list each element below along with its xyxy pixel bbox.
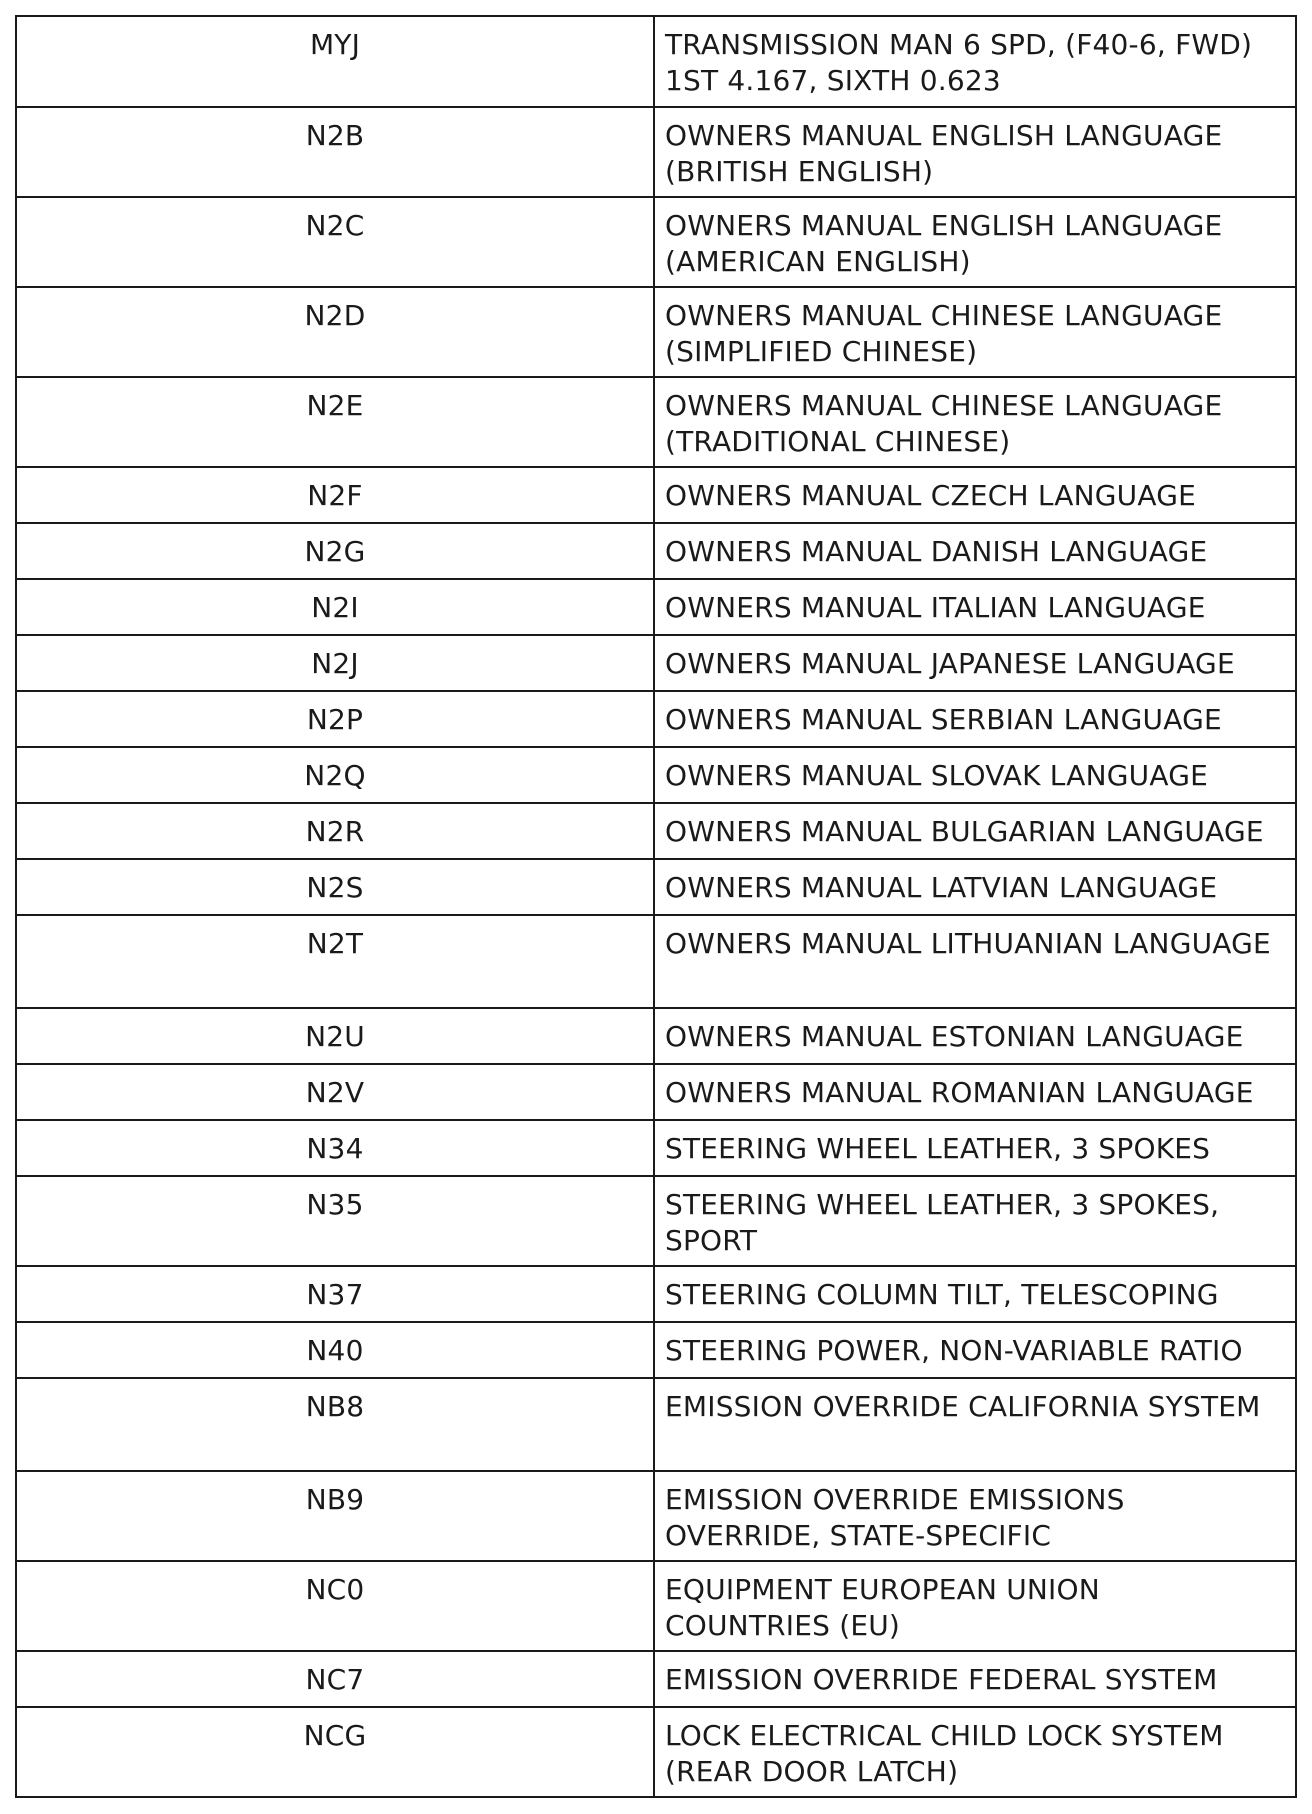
option-code-cell: N2I — [16, 579, 654, 635]
option-code-cell: N2U — [16, 1008, 654, 1064]
option-description-cell: OWNERS MANUAL CHINESE LANGUAGE (TRADITIONAL CHINESE) — [654, 377, 1296, 467]
option-description-cell: OWNERS MANUAL ESTONIAN LANGUAGE — [654, 1008, 1296, 1064]
option-description-cell: LOCK ELECTRICAL CHILD LOCK SYSTEM (REAR DOOR LATCH) — [654, 1707, 1296, 1797]
option-description-cell: EQUIPMENT EUROPEAN UNION COUNTRIES (EU) — [654, 1561, 1296, 1651]
table-row — [16, 859, 1296, 915]
table-row — [16, 197, 1296, 287]
option-code-table — [15, 15, 1297, 1798]
option-code-cell: N2T — [16, 915, 654, 1008]
option-description-cell: TRANSMISSION MAN 6 SPD, (F40-6, FWD) 1ST 4.167, SIXTH 0.623 — [654, 16, 1296, 107]
table-row — [16, 1471, 1296, 1561]
option-code-cell: N40 — [16, 1322, 654, 1378]
option-description-cell: OWNERS MANUAL SLOVAK LANGUAGE — [654, 747, 1296, 803]
option-description-cell: STEERING WHEEL LEATHER, 3 SPOKES, SPORT — [654, 1176, 1296, 1266]
option-description-cell: OWNERS MANUAL BULGARIAN LANGUAGE — [654, 803, 1296, 859]
option-description-cell: EMISSION OVERRIDE FEDERAL SYSTEM — [654, 1651, 1296, 1707]
table-row — [16, 16, 1296, 107]
option-description-cell: OWNERS MANUAL LITHUANIAN LANGUAGE — [654, 915, 1296, 1008]
table-row — [16, 1378, 1296, 1471]
option-description-cell: OWNERS MANUAL ITALIAN LANGUAGE — [654, 579, 1296, 635]
table-row — [16, 915, 1296, 1008]
option-code-cell: N2J — [16, 635, 654, 691]
option-description-cell: EMISSION OVERRIDE EMISSIONS OVERRIDE, STATE-SPECIFIC — [654, 1471, 1296, 1561]
option-code-cell: NC7 — [16, 1651, 654, 1707]
table-row — [16, 1322, 1296, 1378]
table-row — [16, 1651, 1296, 1707]
option-code-cell: N2P — [16, 691, 654, 747]
option-code-cell: NB8 — [16, 1378, 654, 1471]
option-code-cell: NCG — [16, 1707, 654, 1797]
table-row — [16, 635, 1296, 691]
option-description-cell: OWNERS MANUAL ENGLISH LANGUAGE (BRITISH ENGLISH) — [654, 107, 1296, 197]
option-code-cell: N2V — [16, 1064, 654, 1120]
table-row — [16, 1008, 1296, 1064]
table-row — [16, 107, 1296, 197]
table-row — [16, 691, 1296, 747]
option-description-cell: OWNERS MANUAL SERBIAN LANGUAGE — [654, 691, 1296, 747]
option-description-cell: OWNERS MANUAL CZECH LANGUAGE — [654, 467, 1296, 523]
option-code-cell: N2B — [16, 107, 654, 197]
option-code-cell: N35 — [16, 1176, 654, 1266]
table-row — [16, 747, 1296, 803]
table-row — [16, 1064, 1296, 1120]
table-body — [16, 16, 1296, 1797]
table-row — [16, 1707, 1296, 1797]
option-code-cell: N2S — [16, 859, 654, 915]
option-code-cell: N2Q — [16, 747, 654, 803]
option-code-cell: N2E — [16, 377, 654, 467]
option-description-cell: OWNERS MANUAL DANISH LANGUAGE — [654, 523, 1296, 579]
table-row — [16, 1176, 1296, 1266]
table-row — [16, 287, 1296, 377]
table-row — [16, 523, 1296, 579]
option-description-cell: OWNERS MANUAL LATVIAN LANGUAGE — [654, 859, 1296, 915]
option-code-cell: MYJ — [16, 16, 654, 107]
option-code-cell: NB9 — [16, 1471, 654, 1561]
option-description-cell: STEERING WHEEL LEATHER, 3 SPOKES — [654, 1120, 1296, 1176]
table-row — [16, 1120, 1296, 1176]
option-code-cell: N37 — [16, 1266, 654, 1322]
option-description-cell: OWNERS MANUAL JAPANESE LANGUAGE — [654, 635, 1296, 691]
table-row — [16, 1266, 1296, 1322]
option-code-cell: N2D — [16, 287, 654, 377]
option-description-cell: OWNERS MANUAL CHINESE LANGUAGE (SIMPLIFIED CHINESE) — [654, 287, 1296, 377]
option-description-cell: EMISSION OVERRIDE CALIFORNIA SYSTEM — [654, 1378, 1296, 1471]
table-row — [16, 803, 1296, 859]
option-description-cell: STEERING POWER, NON-VARIABLE RATIO — [654, 1322, 1296, 1378]
option-description-cell: STEERING COLUMN TILT, TELESCOPING — [654, 1266, 1296, 1322]
option-code-cell: N2G — [16, 523, 654, 579]
option-description-cell: OWNERS MANUAL ROMANIAN LANGUAGE — [654, 1064, 1296, 1120]
option-code-cell: N2F — [16, 467, 654, 523]
table-row — [16, 467, 1296, 523]
option-code-cell: N34 — [16, 1120, 654, 1176]
option-code-cell: NC0 — [16, 1561, 654, 1651]
option-code-cell: N2R — [16, 803, 654, 859]
option-description-cell: OWNERS MANUAL ENGLISH LANGUAGE (AMERICAN ENGLISH) — [654, 197, 1296, 287]
table-row — [16, 579, 1296, 635]
table-row — [16, 377, 1296, 467]
table-row — [16, 1561, 1296, 1651]
option-code-cell: N2C — [16, 197, 654, 287]
